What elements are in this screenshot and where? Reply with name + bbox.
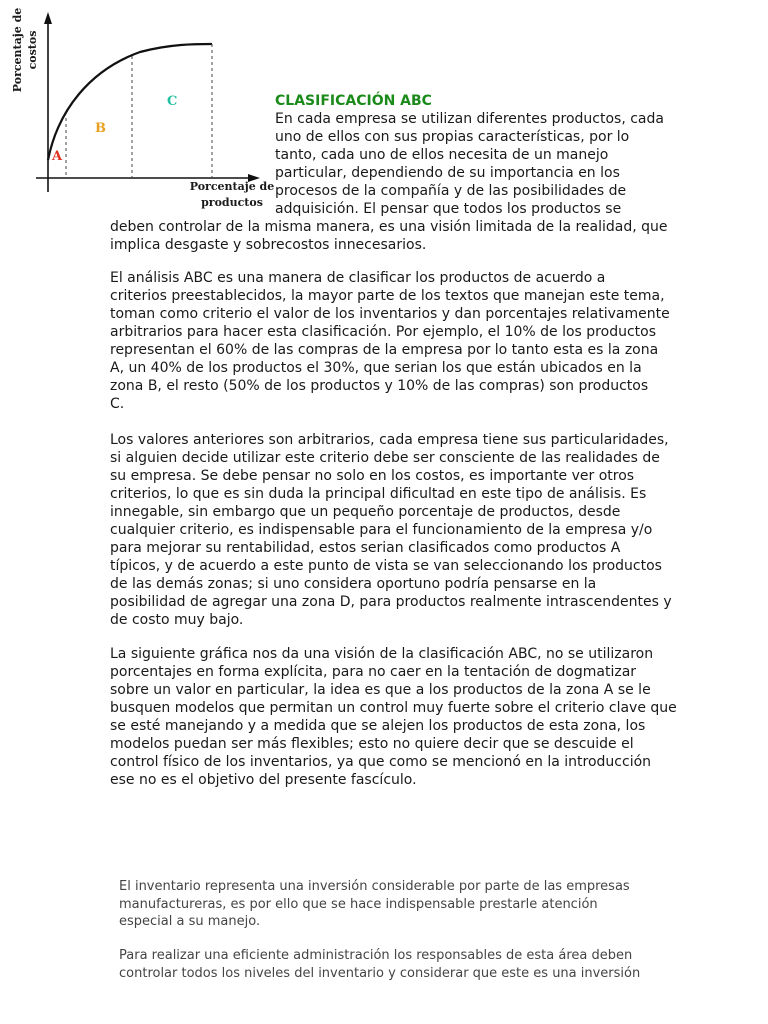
paragraph-line: si alguien decide utilizar este criterio debe ser consciente de las realidades de — [110, 450, 660, 466]
paragraph-line: sobre un valor en particular, la idea es que a los productos de la zona A se le — [110, 682, 651, 698]
intro-line: deben controlar de la misma manera, es una visión limitada de la realidad, que — [110, 219, 668, 235]
footer-line: Para realizar una eficiente administración los responsables de esta área deben — [119, 948, 633, 963]
footer-line: El inventario representa una inversión considerable por parte de las empresas — [119, 879, 630, 894]
footer-paragraph-inventory — [119, 878, 659, 931]
intro-line: implica desgaste y sobrecostos innecesarios. — [110, 237, 427, 253]
paragraph-line: de las demás zonas; si uno considera oportuno podría pensarse en la — [110, 576, 597, 592]
footer-line: controlar todos los niveles del inventario y considerar que este es una inversión — [119, 965, 641, 981]
paragraph-line: porcentajes en forma explícita, para no caer en la tentación de dogmatizar — [110, 664, 637, 680]
intro-line: procesos de la compañía y de las posibilidades de — [275, 183, 627, 199]
paragraph-line: A, un 40% de los productos el 30%, que serian los que están ubicados en la — [110, 360, 642, 376]
paragraph-arbitrary-values — [110, 431, 672, 629]
paragraph-abc-analysis — [110, 269, 670, 413]
section-heading: CLASIFICACIÓN ABC — [275, 93, 432, 109]
footer-line: manufactureras, es por ello que se hace indispensable prestarle atención — [119, 896, 598, 912]
zone-a-label: A — [52, 149, 63, 164]
paragraph-line: posibilidad de agregar una zona D, para productos realmente intrascendentes y — [110, 594, 672, 610]
paragraph-line: arbitrarios para hacer esta clasificación. Por ejemplo, el 10% de los productos — [110, 324, 656, 340]
footer-paragraph-administration — [119, 947, 659, 982]
intro-line: adquisición. El pensar que todos los productos se — [275, 201, 622, 217]
paragraph-line: ese no es el objetivo del presente fascículo. — [110, 772, 417, 788]
paragraph-line: La siguiente gráfica nos da una visión de la clasificación ABC, no se utilizaron — [110, 646, 654, 662]
paragraph-line: C. — [110, 396, 125, 412]
zone-b-label: B — [95, 121, 106, 136]
intro-line: tanto, cada uno de ellos necesita de un manejo — [275, 147, 609, 163]
paragraph-line: representan el 60% de las compras de la empresa por lo tanto esta es la zona — [110, 342, 659, 358]
paragraph-line: Los valores anteriores son arbitrarios, cada empresa tiene sus particularidades, — [110, 432, 669, 448]
abc-curve-figure — [0, 0, 275, 215]
paragraph-line: control físico de los inventarios, ya que como se mencionó en la introducción — [110, 754, 652, 770]
abc-curve — [48, 44, 212, 160]
paragraph-line: modelos puedan ser más flexibles; esto no quiere decir que se descuide el — [110, 736, 634, 752]
y-axis-arrow — [44, 12, 52, 24]
paragraph-line: El análisis ABC es una manera de clasificar los productos de acuerdo a — [110, 270, 606, 286]
x-axis-label-line2: productos — [201, 196, 263, 209]
y-axis-label-line2: costos — [26, 30, 39, 70]
paragraph-line: típicos, y de acuerdo a este punto de vista se van seleccionando los productos — [110, 558, 662, 574]
paragraph-line: de costo muy bajo. — [110, 612, 244, 628]
x-axis-label-line1: Porcentaje de — [189, 180, 275, 193]
y-axis-label-line1: Porcentaje de — [11, 7, 24, 93]
paragraph-line: criterios, lo que es sin duda la principal dificultad en este tipo de análisis. Es — [110, 486, 647, 502]
intro-line: uno de ellos con sus propias características, por lo — [275, 129, 630, 145]
paragraph-line: toman como criterio el valor de los inventarios y dan porcentajes relativamente — [110, 306, 670, 322]
paragraph-line: su empresa. Se debe pensar no solo en los costos, es importante ver otros — [110, 468, 635, 484]
paragraph-line: innegable, sin embargo que un pequeño porcentaje de productos, desde — [110, 504, 621, 520]
intro-line: En cada empresa se utilizan diferentes productos, cada — [275, 111, 664, 127]
paragraph-line: cualquier criterio, es indispensable para el funcionamiento de la empresa y/o — [110, 522, 653, 538]
paragraph-line: para mejorar su rentabilidad, estos serian clasificados como productos A — [110, 540, 621, 556]
zone-c-label: C — [167, 94, 178, 109]
paragraph-graph-explanation — [110, 645, 677, 789]
paragraph-line: se esté manejando y a medida que se alejen los productos de esta zona, los — [110, 718, 646, 734]
paragraph-line: criterios preestablecidos, la mayor parte de los textos que manejan este tema, — [110, 288, 665, 304]
paragraph-line: zona B, el resto (50% de los productos y 10% de las compras) son productos — [110, 378, 649, 394]
paragraph-line: busquen modelos que permitan un control muy fuerte sobre el criterio clave que — [110, 700, 677, 716]
intro-line: particular, dependiendo de su importancia en los — [275, 165, 620, 181]
footer-line: especial a su manejo. — [119, 914, 261, 929]
